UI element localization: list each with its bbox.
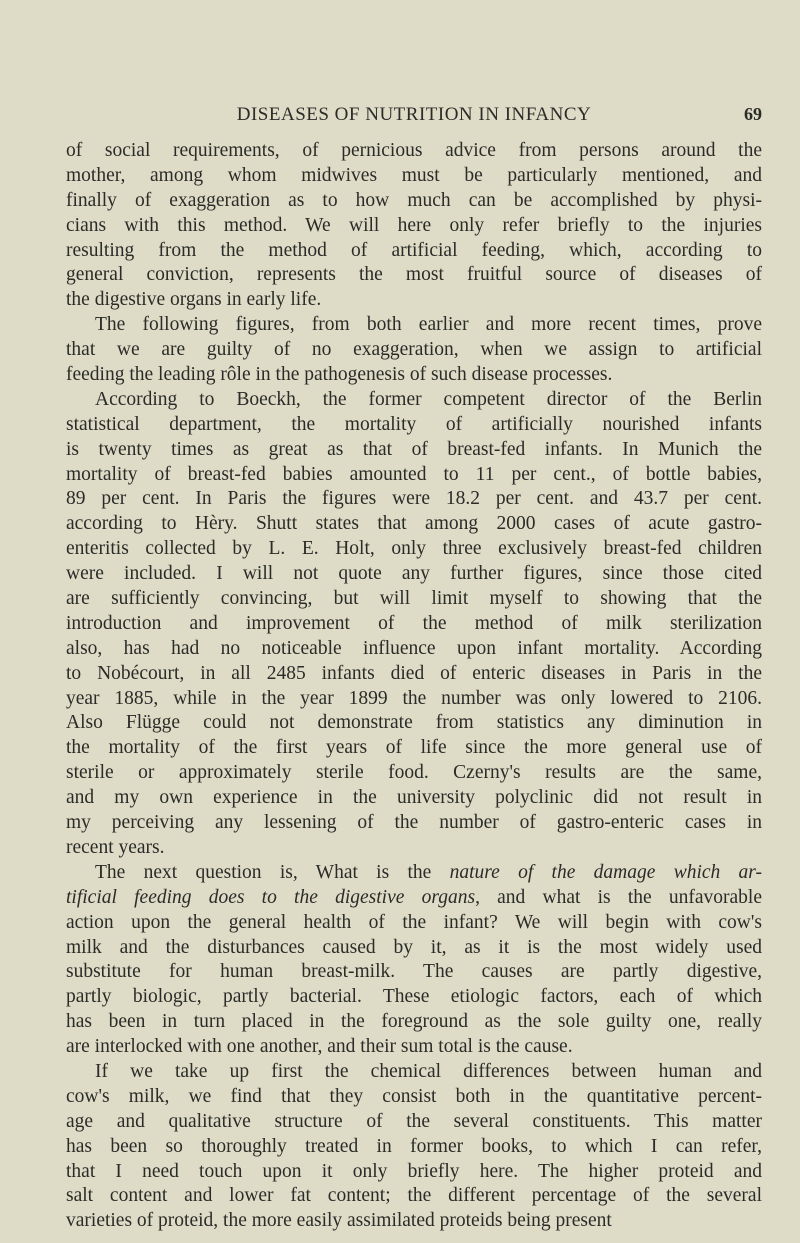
text-line: has been in turn placed in the foreground as the sole guilty one, really [66, 1011, 762, 1033]
text-line: is twenty times as great as that of breast-fed infants. In Munich the [66, 438, 762, 460]
text-line: cians with this method. We will here only refer briefly to the injuries [66, 214, 762, 236]
text-line: mortality of breast-fed babies amounted to 11 per cent., of bottle babies, [66, 463, 762, 485]
text-line: recent years. [66, 836, 165, 858]
text-line: and my own experience in the university polyclinic did not result in [66, 787, 762, 809]
text-line: feeding the leading rôle in the pathogenesis of such disease processes. [66, 364, 613, 386]
italic-text: nature of the damage which ar- [449, 861, 762, 883]
text-line: enteritis collected by L. E. Holt, only three exclusively breast-fed children [66, 538, 762, 560]
text-line: action upon the general health of the infant? We will begin with cow's [66, 911, 762, 933]
text-line: milk and the disturbances caused by it, as it is the most widely used [66, 936, 762, 958]
text-line: my perceiving any lessening of the number of gastro-enteric cases in [66, 812, 762, 834]
text-line: age and qualitative structure of the several constituents. This matter [66, 1110, 762, 1132]
text-line: are interlocked with one another, and their sum total is the cause. [66, 1036, 573, 1058]
paragraph [66, 313, 762, 388]
text-line: that I need touch upon it only briefly here. The higher proteid and [66, 1160, 762, 1182]
text-line: sterile or approximately sterile food. Czerny's results are the same, [66, 762, 762, 784]
text-line: to Nobécourt, in all 2485 infants died of enteric diseases in Paris in the [66, 662, 762, 684]
paragraph [66, 139, 762, 313]
text-line: year 1885, while in the year 1899 the number was only lowered to 2106. [66, 687, 762, 709]
text-line: salt content and lower fat content; the different percentage of the several [66, 1185, 762, 1207]
text-line: the digestive organs in early life. [66, 289, 322, 311]
text-line: statistical department, the mortality of artificially nourished infants [66, 413, 762, 435]
text-segment: , and what is the unfavorable [475, 886, 762, 908]
text-line: substitute for human breast-milk. The causes are partly digestive, [66, 961, 762, 983]
text-line: finally of exaggeration as to how much can be accomplished by physi- [66, 189, 762, 211]
running-title: DISEASES OF NUTRITION IN INFANCY [236, 104, 592, 125]
text-line: were included. I will not quote any further figures, since those cited [66, 563, 762, 585]
text-line: Also Flügge could not demonstrate from statistics any diminution in [66, 712, 762, 734]
text-line: varieties of proteid, the more easily assimilated proteids being present [66, 1210, 612, 1232]
text-line: If we take up first the chemical differences between human and [95, 1060, 762, 1082]
paragraph [66, 388, 762, 861]
page-header [66, 104, 762, 132]
italic-text: tificial feeding does to the digestive organs [66, 886, 476, 908]
text-line: the mortality of the first years of life since the more general use of [66, 737, 762, 759]
text-line: mother, among whom midwives must be particularly mentioned, and [66, 164, 762, 186]
text-line: general conviction, represents the most fruitful source of diseases of [66, 264, 762, 286]
text-line: has been so thoroughly treated in former books, to which I can refer, [66, 1135, 762, 1157]
text-line: also, has had no noticeable influence upon infant mortality. According [66, 637, 762, 659]
text-segment: The next question is, What is the [95, 861, 450, 883]
text-line: are sufficiently convincing, but will limit myself to showing that the [66, 588, 762, 610]
text-line [66, 886, 762, 911]
text-line: according to Hèry. Shutt states that among 2000 cases of acute gastro- [66, 513, 762, 535]
text-line: According to Boeckh, the former competent director of the Berlin [95, 388, 762, 410]
page-number: 69 [744, 104, 762, 124]
paragraph [66, 1060, 762, 1234]
body-text [66, 139, 762, 1234]
text-line: resulting from the method of artificial feeding, which, according to [66, 239, 762, 261]
text-line: 89 per cent. In Paris the figures were 18.2 per cent. and 43.7 per cent. [66, 488, 762, 510]
text-line: cow's milk, we find that they consist both in the quantitative percent- [66, 1085, 762, 1107]
text-line: that we are guilty of no exaggeration, when we assign to artificial [66, 339, 762, 361]
paragraph [66, 861, 762, 1060]
text-line [66, 861, 762, 886]
text-line: of social requirements, of pernicious advice from persons around the [66, 140, 762, 161]
text-line: introduction and improvement of the method of milk sterilization [66, 612, 762, 634]
text-line: partly biologic, partly bacterial. These etiologic factors, each of which [66, 986, 762, 1008]
text-line: The following figures, from both earlier and more recent times, prove [95, 314, 762, 336]
